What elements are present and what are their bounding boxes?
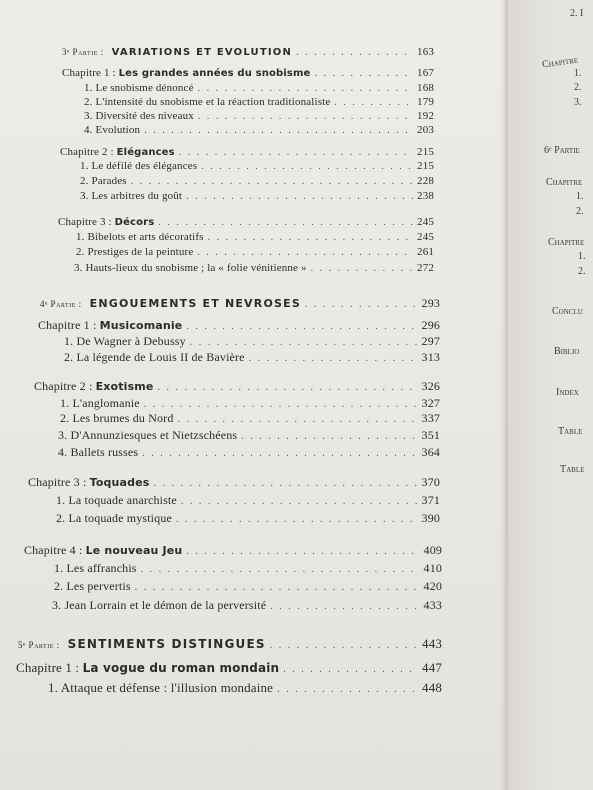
chapter-title: Décors: [114, 217, 155, 228]
toc-chapter-heading: [16, 660, 442, 676]
page-number: 296: [421, 318, 440, 332]
toc-entry: [64, 350, 440, 365]
right-fragment: 2. I: [570, 8, 584, 19]
toc-part-heading: [62, 46, 434, 58]
page-number: 326: [421, 379, 440, 393]
page-number: 447: [422, 660, 442, 675]
right-fragment: 3.: [574, 97, 582, 108]
page-number: 215: [417, 146, 434, 158]
toc-entry: [48, 680, 442, 696]
dot-leader: [186, 191, 413, 202]
dot-leader: [198, 83, 413, 94]
entry-text: 1. Le défilé des élégances: [80, 160, 198, 172]
entry-text: 3. Les arbitres du goût: [80, 190, 183, 202]
toc-chapter-heading: [38, 318, 440, 333]
toc-entry: [80, 175, 434, 187]
dot-leader: [197, 247, 413, 258]
page-number: 272: [417, 262, 434, 274]
dot-leader: [153, 478, 417, 489]
entry-text: 1. De Wagner à Debussy: [64, 334, 186, 348]
entry-text: 2. Parades: [80, 175, 127, 187]
dot-leader: [141, 564, 420, 575]
chapter-label: Chapitre 1 :: [16, 660, 80, 675]
dot-leader: [334, 97, 413, 108]
right-fragment: Table: [560, 464, 585, 475]
part-label: 3ᵉ Partie :: [62, 47, 104, 57]
chapter-label: Chapitre 2 :: [60, 146, 114, 158]
dot-leader: [241, 431, 417, 442]
page-number: 364: [421, 445, 440, 459]
dot-leader: [270, 640, 418, 651]
page-number: 433: [423, 598, 442, 612]
right-fragment: Table: [558, 426, 583, 437]
chapter-label: Chapitre 3 :: [28, 475, 87, 489]
toc-chapter-heading: [62, 67, 434, 79]
entry-text: 4. Evolution: [84, 124, 141, 136]
toc-entry: [56, 511, 440, 526]
toc-chapter-heading: [58, 216, 434, 228]
toc-chapter-heading: [34, 379, 440, 394]
dot-leader: [208, 232, 413, 243]
right-fragment: Conclu: [552, 306, 583, 317]
entry-text: 1. L'anglomanie: [60, 396, 140, 410]
entry-text: 3. Hauts-lieux du snobisme ; la « folie vénitienne »: [74, 262, 307, 274]
toc-entry: [60, 411, 440, 426]
chapter-title: La vogue du roman mondain: [82, 661, 280, 675]
chapter-label: Chapitre 3 :: [58, 216, 112, 228]
page-number: 313: [421, 350, 440, 364]
right-fragment: Index: [556, 387, 579, 398]
toc-entry: [80, 190, 434, 202]
right-fragment: Chapitre: [541, 54, 579, 71]
right-page: [508, 0, 593, 790]
dot-leader: [277, 684, 418, 695]
toc-entry: [58, 445, 440, 460]
toc-entry: [52, 598, 442, 613]
page-number: 245: [417, 216, 434, 228]
toc-entry: [56, 493, 440, 508]
dot-leader: [176, 514, 418, 525]
right-fragment: 2.: [574, 82, 582, 93]
toc-part-heading: [40, 296, 440, 311]
page-number: 167: [417, 67, 434, 79]
chapter-label: Chapitre 1 :: [38, 318, 97, 332]
page-number: 327: [421, 396, 440, 410]
toc-entry: [76, 231, 434, 243]
toc-entry: [76, 246, 434, 258]
toc-part-heading: [18, 636, 442, 652]
chapter-title: Exotisme: [95, 380, 154, 393]
dot-leader: [270, 601, 419, 612]
page-number: 215: [417, 160, 434, 172]
chapter-title: Toquades: [89, 476, 150, 489]
entry-text: 2. La légende de Louis II de Bavière: [64, 350, 245, 364]
dot-leader: [181, 496, 418, 507]
dot-leader: [190, 337, 418, 348]
page-number: 371: [421, 493, 440, 507]
part-label: 4ᵉ Partie :: [40, 299, 82, 309]
entry-text: 2. La toquade mystique: [56, 511, 172, 525]
page-number: 390: [421, 511, 440, 525]
page-number: 351: [421, 428, 440, 442]
toc-entry: [54, 561, 442, 576]
toc-entry: [84, 96, 434, 108]
entry-text: 3. Jean Lorrain et le démon de la perversité: [52, 598, 267, 612]
toc-entry: [60, 396, 440, 411]
right-fragment: Chapitre: [546, 177, 583, 188]
entry-text: 1. La toquade anarchiste: [56, 493, 177, 507]
part-title: VARIATIONS ET EVOLUTION: [111, 47, 293, 58]
page-number: 163: [417, 46, 434, 58]
entry-text: 1. Le snobisme dénoncé: [84, 82, 194, 94]
dot-leader: [144, 399, 418, 410]
part-title: ENGOUEMENTS ET NEVROSES: [89, 297, 301, 310]
toc-chapter-heading: [24, 543, 442, 558]
entry-text: 3. D'Annunziesques et Nietzschéens: [58, 428, 238, 442]
right-fragment: Biblio: [554, 346, 580, 357]
dot-leader: [131, 176, 413, 187]
page-number: 179: [417, 96, 434, 108]
right-fragment: Chapitre: [548, 237, 585, 248]
toc-entry: [84, 110, 434, 122]
toc-entry: [74, 262, 434, 274]
page-number: 245: [417, 231, 434, 243]
page-number: 448: [422, 680, 442, 695]
entry-text: 2. Prestiges de la peinture: [76, 246, 194, 258]
chapter-label: Chapitre 2 :: [34, 379, 93, 393]
page-number: 168: [417, 82, 434, 94]
part-label: 5ᵉ Partie :: [18, 640, 60, 650]
page-number: 410: [423, 561, 442, 575]
toc-entry: [58, 428, 440, 443]
entry-text: 1. Bibelots et arts décoratifs: [76, 231, 204, 243]
page-number: 228: [417, 175, 434, 187]
toc-entry: [54, 579, 442, 594]
dot-leader: [142, 448, 417, 459]
chapter-label: Chapitre 1 :: [62, 67, 116, 79]
right-fragment: 2.: [578, 266, 586, 277]
entry-text: 2. Les brumes du Nord: [60, 411, 174, 425]
entry-text: 2. Les pervertis: [54, 579, 131, 593]
dot-leader: [135, 582, 420, 593]
dot-leader: [177, 414, 417, 425]
page-number: 238: [417, 190, 434, 202]
dot-leader: [158, 217, 413, 228]
right-fragment: 1.: [574, 68, 582, 79]
dot-leader: [179, 147, 413, 158]
chapter-title: Musicomanie: [99, 319, 183, 332]
entry-text: 1. Attaque et défense : l'illusion mondaine: [48, 680, 274, 695]
entry-text: 3. Diversité des niveaux: [84, 110, 194, 122]
dot-leader: [198, 111, 413, 122]
toc-entry: [84, 124, 434, 136]
right-fragment: 6ᵉ Partie: [544, 145, 580, 156]
chapter-title: Le nouveau Jeu: [85, 544, 183, 557]
entry-text: 2. L'intensité du snobisme et la réaction traditionaliste: [84, 96, 331, 108]
page-number: 409: [423, 543, 442, 557]
dot-leader: [186, 321, 417, 332]
toc-entry: [80, 160, 434, 172]
toc-entry: [64, 334, 440, 349]
entry-text: 4. Ballets russes: [58, 445, 139, 459]
dot-leader: [314, 68, 413, 79]
page-number: 337: [421, 411, 440, 425]
page-number: 420: [423, 579, 442, 593]
dot-leader: [144, 125, 413, 136]
dot-leader: [186, 546, 419, 557]
dot-leader: [311, 263, 413, 274]
dot-leader: [283, 664, 418, 675]
dot-leader: [249, 353, 418, 364]
dot-leader: [158, 382, 418, 393]
right-fragment: 1.: [576, 191, 584, 202]
toc-chapter-heading: [28, 475, 440, 490]
page-number: 443: [422, 636, 442, 651]
chapter-label: Chapitre 4 :: [24, 543, 83, 557]
entry-text: 1. Les affranchis: [54, 561, 137, 575]
right-fragment: 1.: [578, 251, 586, 262]
page-number: 370: [421, 475, 440, 489]
page-number: 203: [417, 124, 434, 136]
dot-leader: [201, 161, 413, 172]
page-number: 297: [421, 334, 440, 348]
toc-entry: [84, 82, 434, 94]
page-number: 261: [417, 246, 434, 258]
page-number: 192: [417, 110, 434, 122]
right-fragment: 2.: [576, 206, 584, 217]
page-number: 293: [421, 296, 440, 310]
part-title: SENTIMENTS DISTINGUES: [67, 637, 266, 651]
dot-leader: [296, 47, 413, 58]
chapter-title: Elégances: [116, 147, 175, 158]
dot-leader: [305, 299, 418, 310]
toc-chapter-heading: [60, 146, 434, 158]
chapter-title: Les grandes années du snobisme: [118, 68, 311, 79]
